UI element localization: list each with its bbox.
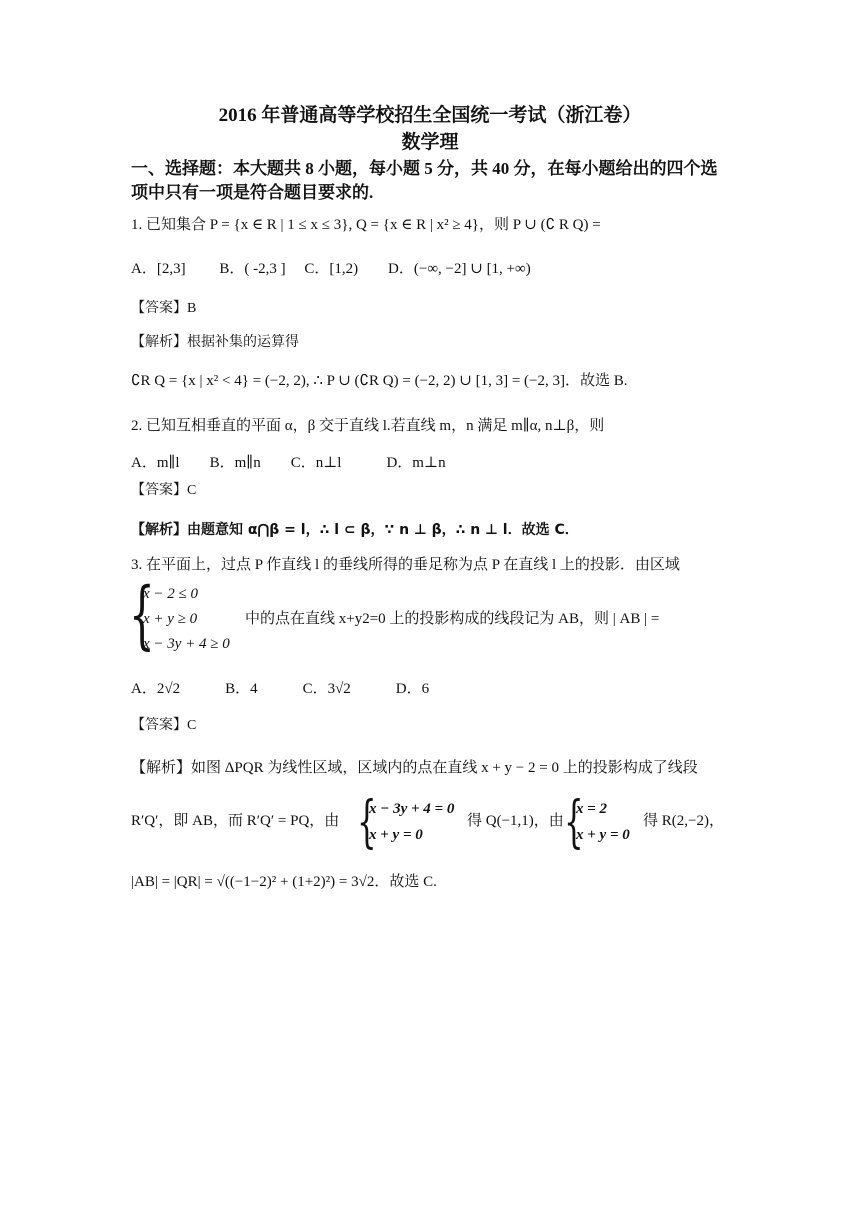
q1-analysis: ∁R Q = {x | x² < 4} = (−2, 2), ∴ P ∪ (∁R Q) = (−2, 2) ∪ [1, 3] = (−2, 3]．故选 B. xyxy=(131,373,628,389)
q3-system-row: x − 2 ≤ 0 xyxy=(143,586,199,602)
q2-answer: 【答案】C xyxy=(131,483,197,498)
q3-system-brace: { xyxy=(129,572,155,658)
q3-system2-row: x + y = 0 xyxy=(369,827,423,843)
q1-options: A．[2,3] B．( -2,3 ] C．[1,2) D．(−∞, −2] ∪ [1, +∞) xyxy=(131,261,531,277)
q3-stem-continued: 中的点在直线 x+y2=0 上的投影构成的线段记为 AB，则 | AB | = xyxy=(245,611,660,627)
q3-system2-row: x − 3y + 4 = 0 xyxy=(369,801,455,817)
q3-system3-row: x = 2 xyxy=(576,801,608,817)
q3-analysis-line2a: R′Q′，即 AB，而 R′Q′ = PQ，由 xyxy=(131,813,340,829)
q2-analysis: 【解析】由题意知 α⋂β = l，∴ l ⊂ β，∵ n ⊥ β，∴ n ⊥ l．故选 C． xyxy=(131,522,579,538)
q3-options: A．2√2 B．4 C．3√2 D．6 xyxy=(131,681,430,697)
q3-system-row: x + y ≥ 0 xyxy=(143,611,198,627)
q2-stem: 2. 已知互相垂直的平面 α，β 交于直线 l.若直线 m，n 满足 m∥α, n⊥β，则 xyxy=(131,418,605,434)
q3-system-row: x − 3y + 4 ≥ 0 xyxy=(143,636,230,652)
q3-stem: 3. 在平面上，过点 P 作直线 l 的垂线所得的垂足称为点 P 在直线 l 上的投影．由区域 xyxy=(131,557,680,573)
q3-analysis-line2c: 得 R(2,−2)， xyxy=(643,813,724,829)
subject-title: 数学理 xyxy=(401,132,459,153)
q1-stem: 1. 已知集合 P = {x ∈ R | 1 ≤ x ≤ 3}, Q = {x ∈ R | x² ≥ 4}，则 P ∪ (∁ R Q) = xyxy=(131,217,601,233)
section-heading-line2: 项中只有一项是符合题目要求的. xyxy=(131,183,374,202)
q3-analysis-line3: |AB| = |QR| = √((−1−2)² + (1+2)²) = 3√2．故选 C. xyxy=(131,874,437,890)
q3-system2-brace: { xyxy=(357,790,377,855)
section-heading-line1: 一、选择题：本大题共 8 小题，每小题 5 分，共 40 分，在每小题给出的四个选 xyxy=(131,159,718,178)
q3-analysis-line2b: 得 Q(−1,1)，由 xyxy=(467,813,564,829)
exam-title: 2016 年普通高等学校招生全国统一考试（浙江卷） xyxy=(218,105,642,126)
q1-answer: 【答案】B xyxy=(131,301,197,316)
q1-analysis-label: 【解析】根据补集的运算得 xyxy=(131,335,299,350)
q2-options: A．m∥l B．m∥n C．n⊥l D．m⊥n xyxy=(131,455,446,471)
q3-analysis-line1: 【解析】如图 ΔPQR 为线性区域，区域内的点在直线 x + y − 2 = 0 上的投影构成了线段 xyxy=(131,760,698,776)
q3-system3-brace: { xyxy=(564,790,584,855)
q3-answer: 【答案】C xyxy=(131,718,197,733)
q3-system3-row: x + y = 0 xyxy=(576,827,630,843)
